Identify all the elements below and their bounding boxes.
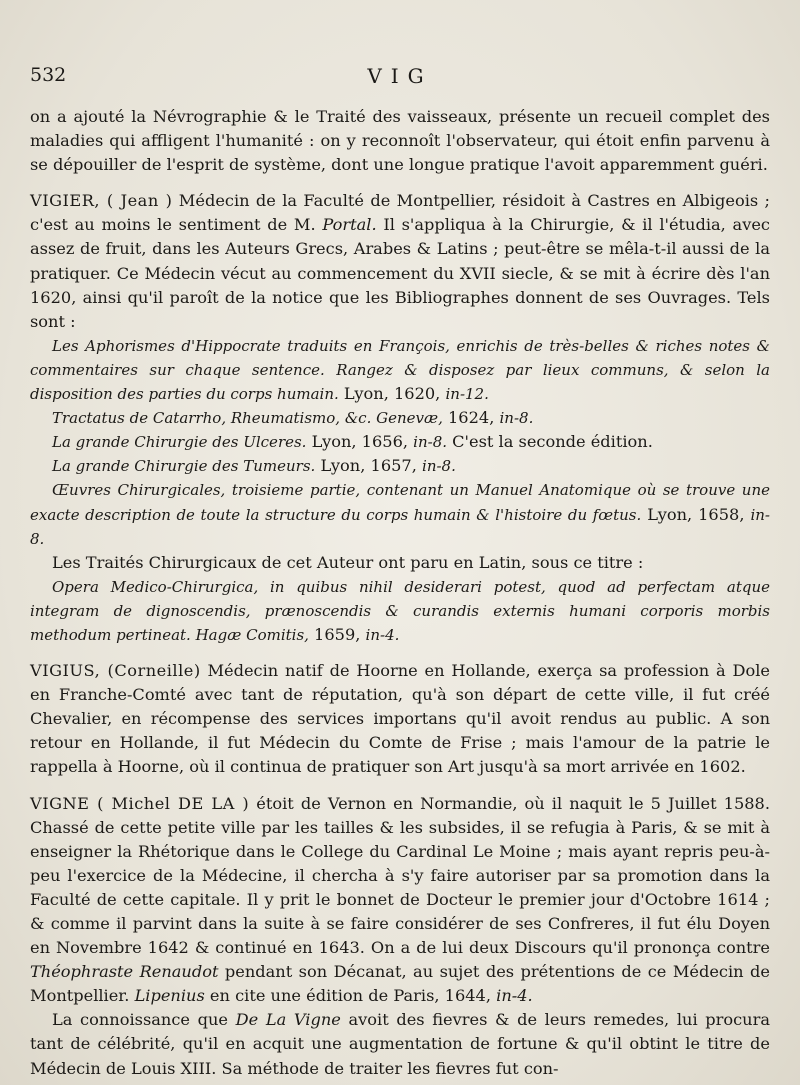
page-header bbox=[30, 64, 770, 94]
work-publication: 1659, bbox=[308, 624, 366, 644]
vigier-text-b: Il s'appliqua à la Chirurgie, & il l'étudia, avec assez de fruit, dans les Auteurs Grecs, Arabes & Latins ; peut-être se mêla-t-il aussi de la pratiquer. Ce Médecin vécut au commencement du XVII siecle, & se mit à écrire dès l'an 1620, ainsi qu'il paroît de la notice que les Bibliographes donnent de ses Ouvrages. Tels sont : bbox=[30, 215, 770, 331]
vigne-text-c: en cite une édition de Paris, 1644, bbox=[204, 986, 497, 1006]
entry-name-vigier: VIGIER, ( Jean ) bbox=[30, 191, 173, 211]
work-title: Les Aphorismes d'Hippocrate traduits en François, enrichis de très-belles & riches notes & commentaires sur chaque sentence. Rangez & disposez par lieux communs, & selon la disposition des parties du corps humain. bbox=[30, 336, 770, 404]
work-ulceres bbox=[30, 430, 770, 454]
work-format: in-12. bbox=[445, 385, 489, 404]
vigne-paragraph-2 bbox=[30, 1008, 770, 1080]
vigne-para2-a: La connoissance que bbox=[52, 1010, 236, 1030]
work-opera bbox=[30, 575, 770, 647]
work-title: Œuvres Chirurgicales, troisieme partie, contenant un Manuel Anatomique où se trouve une exacte description de toute la structure du corps humain & l'histoire du fœtus. bbox=[30, 481, 770, 524]
vigne-renaudot: Théophraste Renaudot bbox=[30, 962, 219, 982]
entry-vigius bbox=[30, 659, 770, 779]
running-head: VIG bbox=[367, 64, 433, 88]
work-title: Tractatus de Catarrho, Rheumatismo, &c. Genevæ, bbox=[52, 409, 443, 428]
work-title: La grande Chirurgie des Tumeurs. bbox=[52, 457, 316, 476]
page-number: 532 bbox=[30, 64, 67, 86]
vigne-para2-name: De La Vigne bbox=[235, 1010, 341, 1030]
work-format: in-4. bbox=[365, 625, 400, 644]
work-format: in-8. bbox=[422, 457, 456, 476]
vigier-portal: Portal. bbox=[322, 215, 377, 235]
vigne-lipenius: Lipenius bbox=[134, 986, 205, 1006]
entry-name-vigne: VIGNE ( Michel DE LA ) bbox=[30, 793, 250, 813]
work-note: C'est la seconde édition. bbox=[447, 432, 653, 452]
page-body bbox=[30, 105, 770, 1081]
work-format: in-8. bbox=[413, 433, 448, 452]
intro-paragraph: on a ajouté la Névrographie & le Traité des vaisseaux, présente un recueil complet des maladies qui affligent l'humanité : on y reconnoît l'observateur, qui étoit enfin parvenu à se dépouiller de l'esprit de système, dont une longue pratique l'avoit apparemment guéri. bbox=[30, 107, 770, 175]
work-aphorismes bbox=[30, 334, 770, 406]
work-publication: Lyon, 1657, bbox=[315, 456, 423, 476]
work-tumeurs bbox=[30, 454, 770, 478]
vigier-text-a: Médecin de la Faculté de Montpellier, résidoit à Castres en Albigeois ; c'est au moins le sentiment de M. bbox=[30, 191, 770, 235]
vigne-format: in-4. bbox=[496, 986, 533, 1006]
work-format: in-8. bbox=[499, 409, 534, 428]
work-publication: Lyon, 1656, bbox=[306, 432, 414, 452]
work-publication: Lyon, 1620, bbox=[338, 384, 446, 404]
work-publication: Lyon, 1658, bbox=[641, 504, 751, 524]
work-title: Opera Medico-Chirurgica, in quibus nihil desiderari potest, quod ad perfectam atque integram de dignoscendis, prænoscendis & curandis externis humani corporis morbis methodum pertineat. Hagæ Comitis, bbox=[30, 577, 770, 644]
work-oeuvres bbox=[30, 478, 770, 550]
entry-vigne bbox=[30, 792, 770, 1009]
vigne-text-b: pendant son Décanat, au sujet des prétentions de ce Médecin de Montpellier. bbox=[30, 962, 770, 1006]
work-title: La grande Chirurgie des Ulceres. bbox=[52, 433, 307, 452]
vigne-text-a: étoit de Vernon en Normandie, où il naquit le 5 Juillet 1588. Chassé de cette petite ville par les tailles & les subsides, il se refugia à Paris, & se mit à enseigner la Rhétorique dans le College du Cardinal Le Moine ; mais ayant repris peu-à-peu l'exercice de la Médecine, il chercha à s'y faire autoriser par sa promotion dans la Faculté de cette capitale. Il y prit le bonnet de Docteur le premier jour d'Octobre 1614 ; & comme il parvint dans la suite à se faire considérer de ses Confreres, il fut élu Doyen en Novembre 1642 & continué en 1643. On a de lui deux Discours qu'il prononça contre bbox=[30, 793, 770, 958]
latin-intro: Les Traités Chirurgicaux de cet Auteur ont paru en Latin, sous ce titre : bbox=[52, 552, 644, 572]
vigius-text: Médecin natif de Hoorne en Hollande, exerça sa profession à Dole en Franche-Comté avec tant de réputation, qu'à son départ de cette ville, il fut créé Chevalier, en récompense des services importans qu'il avoit rendus au public. A son retour en Hollande, il fut Médecin du Comte de Frise ; mais l'amour de la patrie le rappella à Hoorne, où il continua de pratiquer son Art jusqu'à sa mort arrivée en 1602. bbox=[30, 661, 770, 777]
work-publication: 1624, bbox=[442, 408, 500, 428]
work-catarrho bbox=[30, 406, 770, 430]
entry-vigier bbox=[30, 189, 770, 334]
entry-name-vigius: VIGIUS, (Corneille) bbox=[30, 661, 201, 681]
vigne-para2-b: avoit des fievres & de leurs remedes, lui procura tant de célébrité, qu'il en acquit une augmentation de fortune & qu'il obtint le titre de Médecin de Louis XIII. Sa méthode de traiter les fievres fut con- bbox=[30, 1010, 770, 1078]
work-format: in-8. bbox=[30, 505, 770, 548]
